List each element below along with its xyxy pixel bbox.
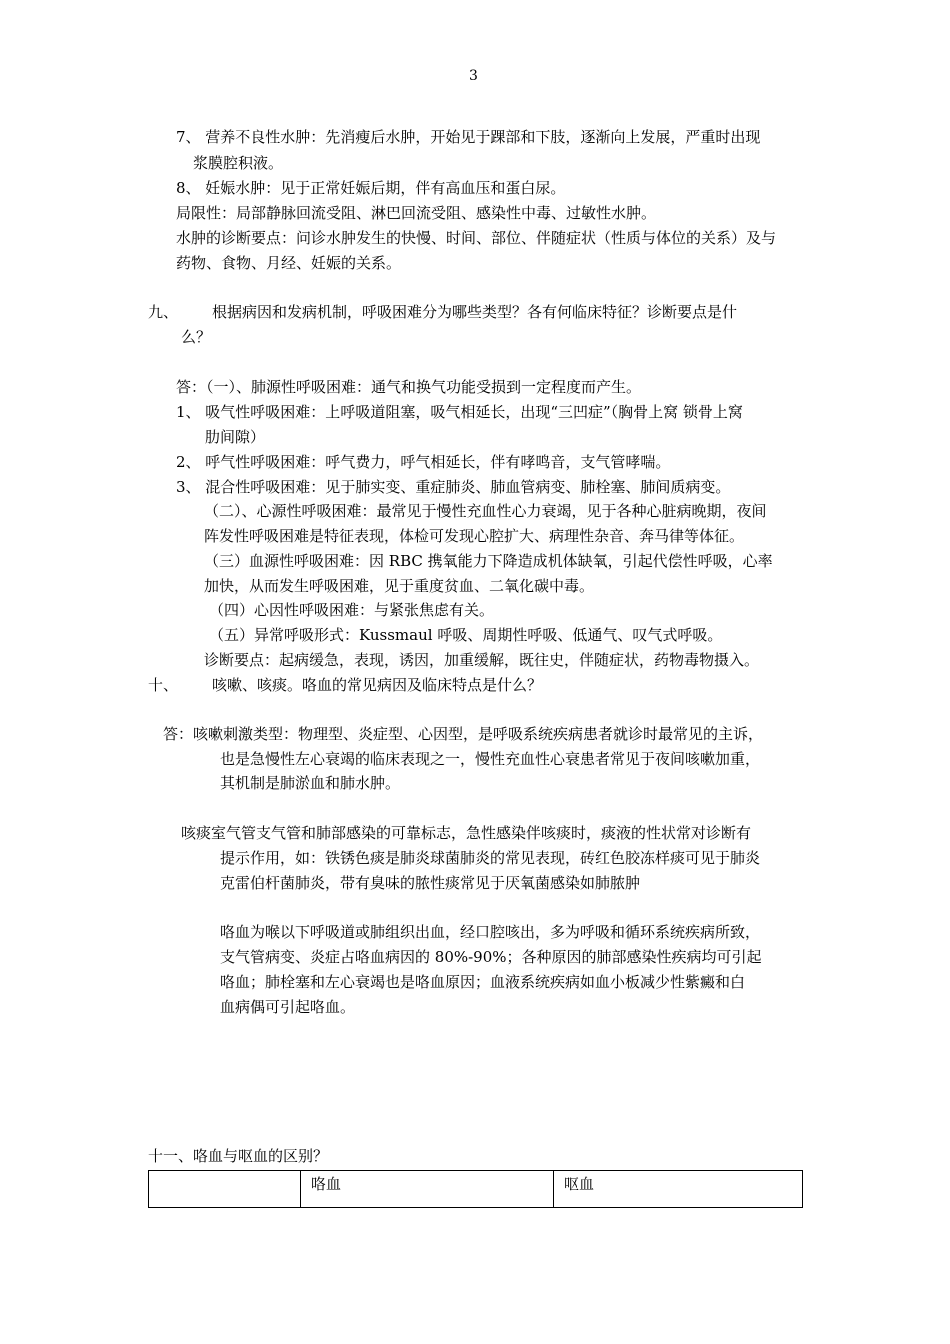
q10-cough-line2: 也是急慢性左心衰竭的临床表现之一，慢性充血性心衰患者常见于夜间咳嗽加重，	[220, 750, 761, 768]
q9-blood-line2: 加快，从而发生呼吸困难，见于重度贫血、二氧化碳中毒。	[204, 577, 595, 595]
table-header-cell: 咯血	[301, 1171, 554, 1208]
table-header-row	[149, 1171, 803, 1208]
q9-number: 九、	[148, 303, 179, 321]
q10-hemoptysis-line2: 支气管病变、炎症占咯血病因的 80%-90%；各种原因的肺部感染性疾病均可引起	[220, 948, 762, 966]
q10-sputum-line2: 提示作用，如：铁锈色痰是肺炎球菌肺炎的常见表现，砖红色胶冻样痰可见于肺炎	[220, 849, 761, 867]
q11-title: 十一、咯血与呕血的区别？	[148, 1147, 329, 1165]
q10-hemoptysis-line3: 咯血；肺栓塞和左心衰竭也是咯血原因；血液系统疾病如血小板减少性紫癜和白	[220, 973, 746, 991]
table-header-cell: 呕血	[554, 1171, 803, 1208]
q9-abnormal-breathing: （五）异常呼吸形式：Kussmaul 呼吸、周期性呼吸、低通气、叹气式呼吸。	[209, 626, 723, 644]
q10-number: 十、	[148, 676, 179, 694]
table-header-cell	[149, 1171, 301, 1208]
edema-item-8: 8、 妊娠水肿：见于正常妊娠后期，伴有高血压和蛋白尿。	[176, 179, 566, 197]
q10-question: 咳嗽、咳痰。咯血的常见病因及临床特点是什么？	[212, 676, 543, 694]
edema-item-7-line1: 7、 营养不良性水肿：先消瘦后水肿，开始见于踝部和下肢，逐渐向上发展，严重时出现	[176, 128, 761, 146]
q9-psychogenic: （四）心因性呼吸困难：与紧张焦虑有关。	[209, 601, 495, 619]
page-number: 3	[469, 68, 478, 84]
edema-item-7-line2: 浆膜腔积液。	[193, 154, 284, 172]
q10-cough-line3: 其机制是肺淤血和肺水肿。	[220, 774, 401, 792]
q10-hemoptysis-line4: 血病偶可引起咯血。	[220, 998, 356, 1016]
hemoptysis-hematemesis-table	[148, 1170, 803, 1208]
q9-answer-2: 2、 呼气性呼吸困难：呼气费力，呼气相延长，伴有哮鸣音，支气管哮喘。	[176, 453, 671, 471]
q9-answer-1-line2: 肋间隙）	[205, 428, 266, 446]
edema-diagnosis-line1: 水肿的诊断要点：问诊水肿发生的快慢、时间、部位、伴随症状（性质与体位的关系）及与	[176, 229, 777, 247]
q10-sputum-line1: 咳痰室气管支气管和肺部感染的可靠标志，急性感染伴咳痰时，痰液的性状常对诊断有	[181, 824, 752, 842]
q9-cardiac-line2: 阵发性呼吸困难是特征表现，体检可发现心腔扩大、病理性杂音、奔马律等体征。	[204, 527, 745, 545]
q9-answer-1-line1: 1、 吸气性呼吸困难：上呼吸道阻塞，吸气相延长，出现“三凹症”（胸骨上窝 锁骨上窝	[176, 403, 743, 421]
q9-answer-3: 3、 混合性呼吸困难：见于肺实变、重症肺炎、肺血管病变、肺栓塞、肺间质病变。	[176, 478, 731, 496]
q10-hemoptysis-line1: 咯血为喉以下呼吸道或肺组织出血，经口腔咳出，多为呼吸和循环系统疾病所致，	[220, 923, 761, 941]
q9-blood-line1: （三）血源性呼吸困难：因 RBC 携氧能力下降造成机体缺氧，引起代偿性呼吸，心率	[204, 552, 773, 570]
q9-key-points: 诊断要点：起病缓急，表现，诱因，加重缓解，既往史，伴随症状，药物毒物摄入。	[204, 651, 760, 669]
q10-cough-line1: 答：咳嗽刺激类型：物理型、炎症型、心因型，是呼吸系统疾病患者就诊时最常见的主诉，	[163, 725, 764, 743]
q9-question-line2: 么？	[181, 328, 212, 346]
edema-local: 局限性：局部静脉回流受阻、淋巴回流受阻、感染性中毒、过敏性水肿。	[176, 204, 657, 222]
q9-cardiac-line1: （二）、心源性呼吸困难：最常见于慢性充血性心力衰竭，见于各种心脏病晚期，夜间	[204, 502, 767, 520]
q9-answer-intro: 答：（一）、肺源性呼吸困难：通气和换气功能受损到一定程度而产生。	[176, 378, 642, 396]
q9-question-line1: 根据病因和发病机制，呼吸困难分为哪些类型？各有何临床特征？诊断要点是什	[212, 303, 738, 321]
q10-sputum-line3: 克雷伯杆菌肺炎，带有臭味的脓性痰常见于厌氧菌感染如肺脓肿	[220, 874, 641, 892]
edema-diagnosis-line2: 药物、食物、月经、妊娠的关系。	[176, 254, 402, 272]
